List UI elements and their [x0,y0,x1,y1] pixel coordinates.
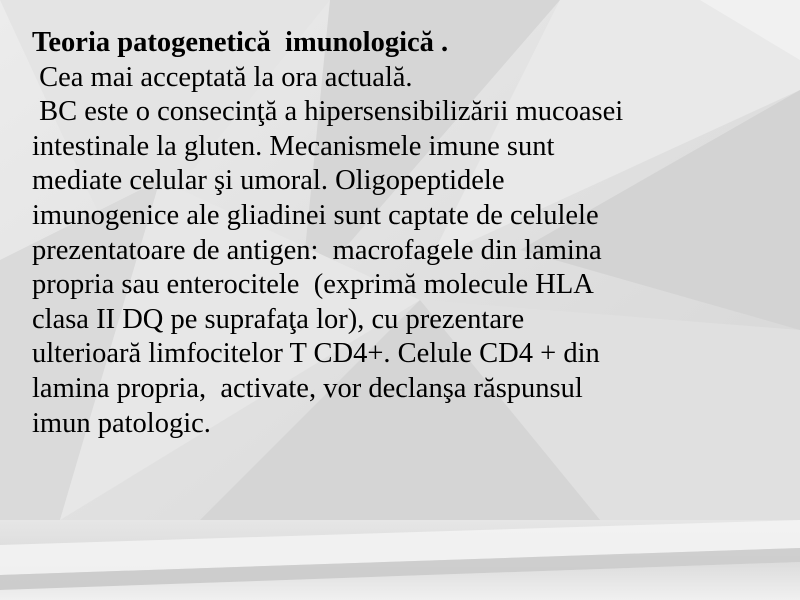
text-line: lamina propria, activate, vor declanşa răspunsul [32,372,583,404]
text-line: BC este o consecinţă a hipersensibilizării mucoasei [32,96,624,128]
text-line: prezentatoare de antigen: macrofagele din lamina [32,234,602,266]
text-line: imunogenice ale gliadinei sunt captate de celulele [32,199,599,231]
text-line: intestinale la gluten. Mecanismele imune sunt [32,130,555,162]
text-line: clasa II DQ pe suprafaţa lor), cu prezentare [32,303,525,335]
text-line: propria sau enterocitele (exprimă molecule HLA [32,269,594,301]
text-line: Cea mai acceptată la ora actuală. [32,61,413,93]
slide-text [32,26,782,441]
text-line: mediate celular şi umoral. Oligopeptidele [32,165,505,197]
text-line: imun patologic. [32,407,211,439]
text-line: ulterioară limfocitelor T CD4+. Celule CD4 + din [32,338,600,370]
slide-title: Teoria patogenetică imunologică . [32,27,449,58]
